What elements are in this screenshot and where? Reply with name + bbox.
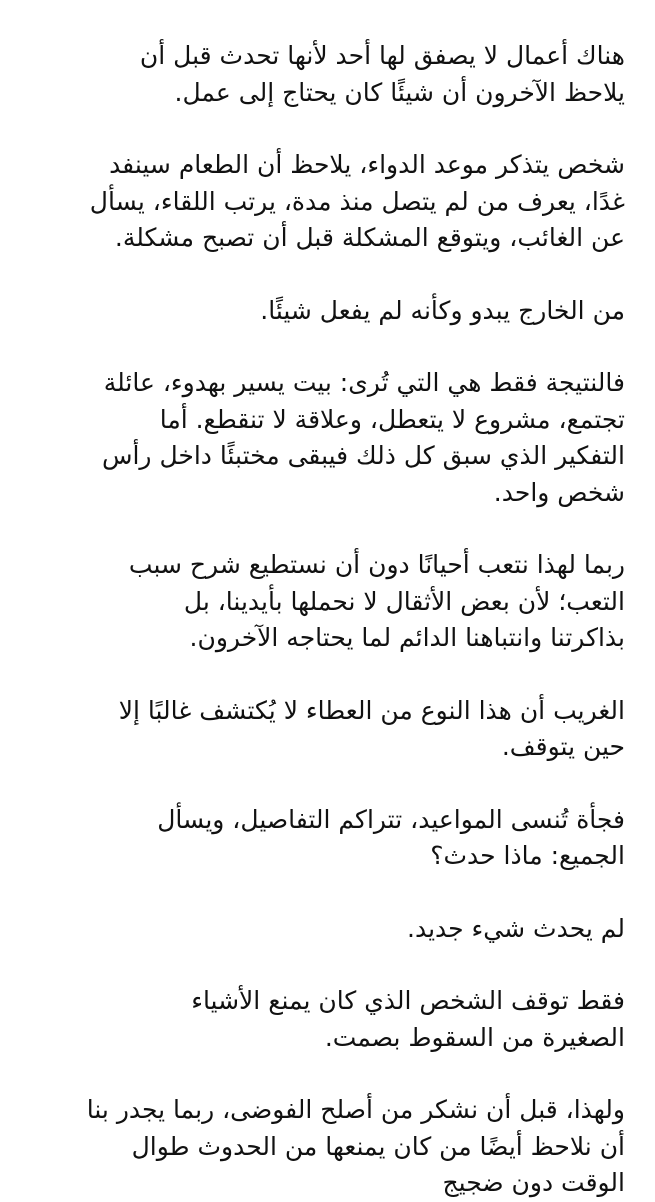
paragraph-9: فقط توقف الشخص الذي كان يمنع الأشياء الصغيرة من السقوط بصمت. xyxy=(191,986,625,1052)
paragraph-4: فالنتيجة فقط هي التي تُرى: بيت يسير بهدوء، عائلة تجتمع، مشروع لا يتعطل، وعلاقة لا تنقطع. أما التفكير الذي سبق كل ذلك فيبقى مختبئًا داخل رأس شخص واحد. xyxy=(101,368,625,507)
paragraph-5: ربما لهذا نتعب أحيانًا دون أن نستطيع شرح سبب التعب؛ لأن بعض الأثقال لا نحملها بأيدينا، بل بذاكرتنا وانتباهنا الدائم لما يحتاجه الآخرون. xyxy=(128,550,625,652)
paragraph-6: الغريب أن هذا النوع من العطاء لا يُكتشف غالبًا إلا حين يتوقف. xyxy=(118,695,625,761)
paragraph-3: من الخارج يبدو وكأنه لم يفعل شيئًا. xyxy=(260,295,625,325)
paragraph-1: هناك أعمال لا يصفق لها أحد لأنها تحدث قبل أن يلاحظ الآخرون أن شيئًا كان يحتاج إلى عمل. xyxy=(139,41,625,107)
paragraph-8: لم يحدث شيء جديد. xyxy=(407,913,625,943)
paragraph-10: ولهذا، قبل أن نشكر من أصلح الفوضى، ربما يجدر بنا أن نلاحظ أيضًا من كان يمنعها من الحدوث طوال الوقت دون ضجيج xyxy=(86,1095,625,1197)
paragraph-7: فجأة تُنسى المواعيد، تتراكم التفاصيل، ويسأل الجميع: ماذا حدث؟ xyxy=(157,804,625,870)
paragraph-2: شخص يتذكر موعد الدواء، يلاحظ أن الطعام سينفد غدًا، يعرف من لم يتصل منذ مدة، يرتب اللقاء، يسأل عن الغائب، ويتوقع المشكلة قبل أن تصبح مشكلة. xyxy=(89,150,625,252)
